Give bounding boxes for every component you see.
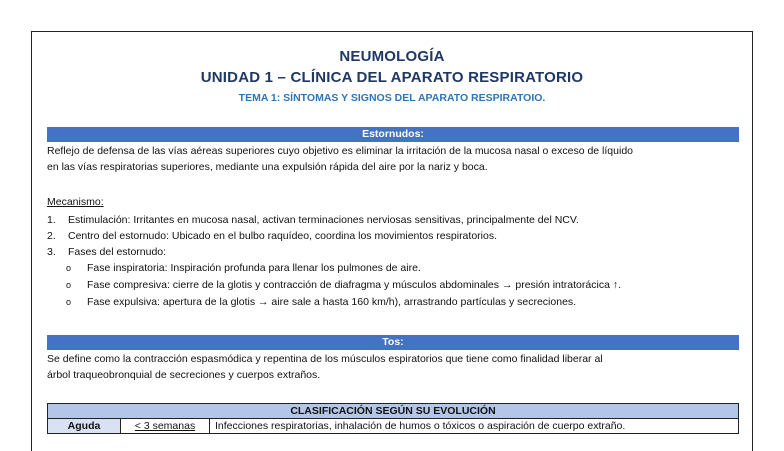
table-row bbox=[48, 419, 739, 434]
step-text: Estimulación: Irritantes en mucosa nasal, activan terminaciones nerviosas sensitivas, principalmente del NCV. bbox=[68, 214, 579, 226]
phase-item bbox=[66, 261, 421, 275]
phase-text: Fase expulsiva: apertura de la glotis → aire sale a hasta 160 km/h), arrastrando partículas y secreciones. bbox=[87, 296, 577, 308]
section-bar-tos: Tos: bbox=[47, 335, 739, 350]
mechanism-step bbox=[47, 245, 166, 259]
document-page bbox=[31, 31, 753, 451]
duration-cell: < 3 semanas bbox=[121, 419, 210, 434]
phase-text: Fase inspiratoria: Inspiración profunda para llenar los pulmones de aire. bbox=[87, 262, 421, 274]
causes-cell: Infecciones respiratorias, inhalación de humos o tóxicos o aspiración de cuerpo extraño. bbox=[210, 419, 739, 434]
tos-definition-line2: árbol traqueobronquial de secreciones y cuerpos extraños. bbox=[47, 369, 321, 381]
table-header: CLASIFICACIÓN SEGÚN SU EVOLUCIÓN bbox=[48, 404, 739, 419]
topic-title: TEMA 1: SÍNTOMAS Y SIGNOS DEL APARATO RESPIRATOIO. bbox=[238, 92, 546, 104]
phase-item bbox=[66, 278, 621, 292]
step-number: 2. bbox=[47, 230, 56, 242]
estornudos-definition-line1: Reflejo de defensa de las vías aéreas superiores cuyo objetivo es eliminar la irritación de la mucosa nasal o exceso de líquido bbox=[47, 145, 633, 157]
mechanism-step bbox=[47, 213, 579, 227]
step-text: Fases del estornudo: bbox=[68, 246, 167, 258]
section-bar-estornudos: Estornudos: bbox=[47, 127, 739, 142]
cough-type-cell: Aguda bbox=[48, 419, 121, 434]
bullet-icon: o bbox=[66, 297, 72, 307]
phase-item bbox=[66, 295, 576, 309]
mechanism-step bbox=[47, 229, 497, 243]
step-text: Centro del estornudo: Ubicado en el bulbo raquídeo, coordina los movimientos respiratorios. bbox=[68, 230, 497, 242]
step-number: 3. bbox=[47, 246, 56, 258]
phase-text: Fase compresiva: cierre de la glotis y contracción de diafragma y músculos abdominales → presión intratorácica ↑. bbox=[87, 279, 621, 291]
unit-title: UNIDAD 1 – CLÍNICA DEL APARATO RESPIRATORIO bbox=[200, 69, 584, 86]
document-title: NEUMOLOGÍA bbox=[339, 48, 445, 65]
evolution-table bbox=[47, 403, 739, 434]
mechanism-heading: Mecanismo: bbox=[47, 196, 104, 208]
bullet-icon: o bbox=[66, 280, 72, 290]
bullet-icon: o bbox=[66, 263, 72, 273]
tos-definition-line1: Se define como la contracción espasmódica y repentina de los músculos espiratorios que tiene como finalidad liberar al bbox=[47, 353, 603, 365]
step-number: 1. bbox=[47, 214, 56, 226]
estornudos-definition-line2: en las vías respiratorias superiores, mediante una expulsión rápida del aire por la nariz y boca. bbox=[47, 161, 488, 173]
